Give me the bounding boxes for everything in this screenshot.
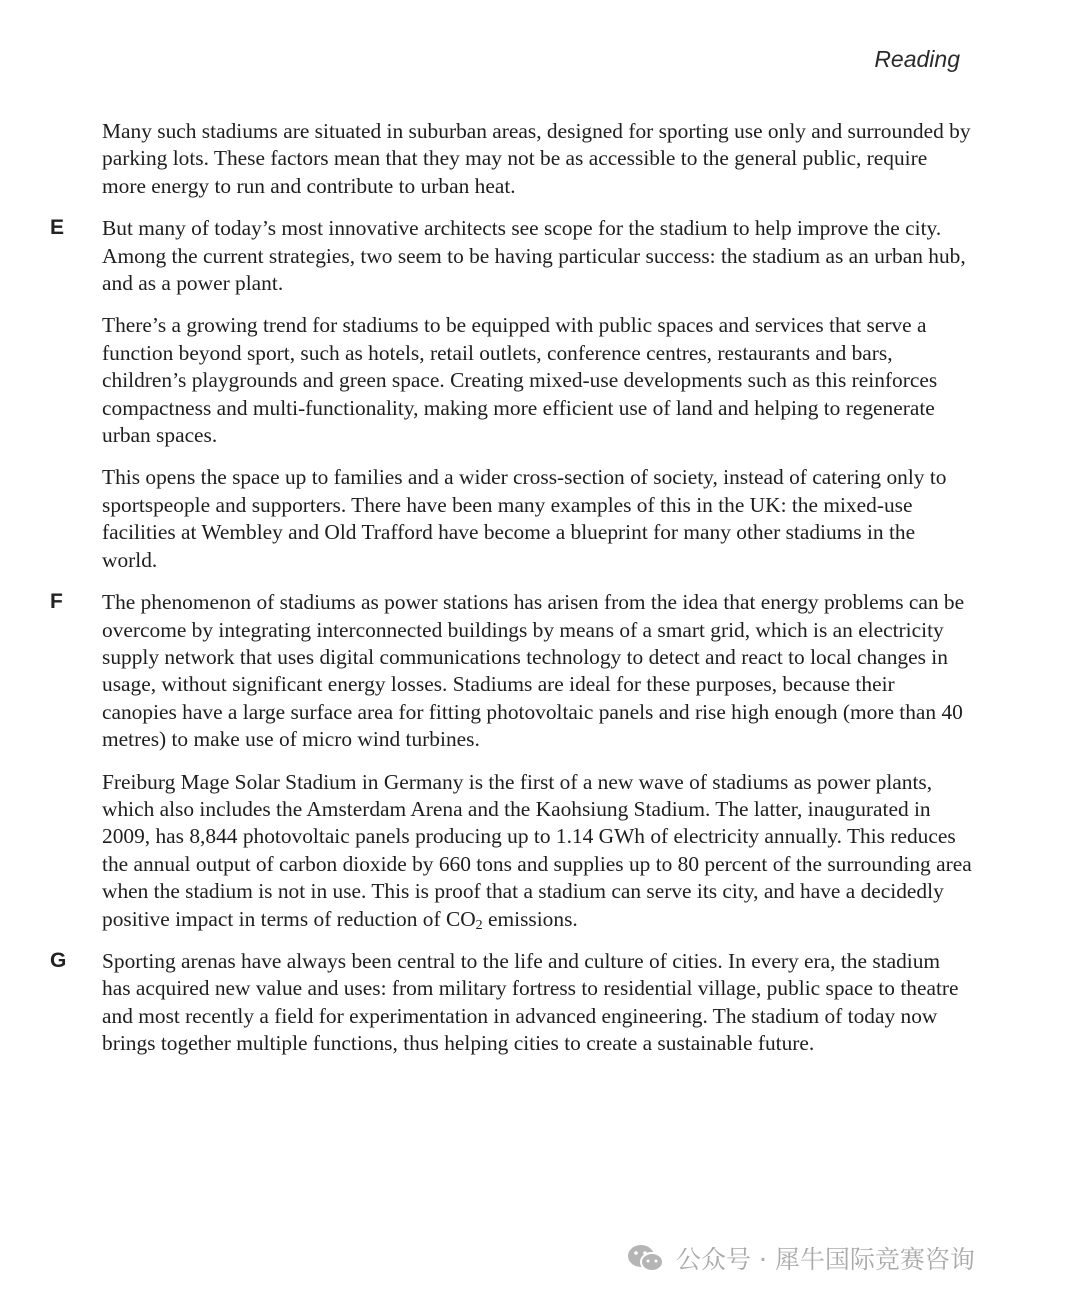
paragraph-f-2 [102,769,972,933]
reading-passage [0,118,1080,1073]
section-f [0,589,1080,933]
watermark [626,1240,975,1276]
paragraph-g-1: Sporting arenas have always been central to the life and culture of cities. In every era, the stadium has acquired new value and uses: from military fortress to residential village, public space to theatre and most recently a field for experimentation in advanced engineering. The stadium of today now brings together multiple functions, thus helping cities to create a sustainable future. [102,948,959,1056]
paragraph-d-continued: Many such stadiums are situated in suburban areas, designed for sporting use only and surrounded by parking lots. These factors mean that they may not be as accessible to the general public, require more energy to run and contribute to urban heat. [102,119,971,198]
section-e [0,215,1080,574]
section-letter-f: F [50,590,63,614]
paragraph-f-2-end: emissions. [482,906,578,931]
paragraph-e-1: But many of today’s most innovative architects see scope for the stadium to help improve the city. Among the current strategies, two seem to be having particular success: the stadium as an urban hub, and as a power plant. [102,216,966,296]
page-header-title: Reading [874,46,960,72]
section-letter-g: G [50,948,67,972]
section-d-continuation [0,118,1080,200]
paragraph-f-1: The phenomenon of stadiums as power stations has arisen from the idea that energy problems can be overcome by integrating interconnected buildings by means of a smart grid, which is an electricity supply network that uses digital communications technology to detect and react to local changes in usage, without significant energy losses. Stadiums are ideal for these purposes, because their canopies have a large surface area for fitting photovoltaic panels and rise high enough (more than 40 metres) to make use of micro wind turbines. [102,590,965,752]
section-g [0,948,1080,1058]
section-letter-e: E [50,216,65,240]
paragraph-e-3: This opens the space up to families and a wider cross-section of society, instead of catering only to sportspeople and supporters. There have been many examples of this in the UK: the mixed-use facilities at Wembley and Old Trafford have become a blueprint for many other stadiums in the world. [102,465,947,572]
watermark-text: 公众号 · 犀牛国际竞赛咨询 [676,1245,975,1274]
co2-subscript: 2 [475,917,483,933]
paragraph-f-2-main: Freiburg Mage Solar Stadium in Germany is the first of a new wave of stadiums as power plants, which also includes the Amsterdam Arena and the Kaohsiung Stadium. The latter, inaugurated in 2009, has 8,844 photovoltaic panels producing up to 1.14 GWh of electricity annually. This reduces the annual output of carbon dioxide by 660 tons and supplies up to 80 percent of the surrounding area when the stadium is not in use. This is proof that a stadium can serve its city, and have a decidedly positive impact in terms of reduction of CO [102,769,972,931]
wechat-icon [626,1243,666,1273]
paragraph-e-2: There’s a growing trend for stadiums to be equipped with public spaces and services that serve a function beyond sport, such as hotels, retail outlets, conference centres, restaurants and bars, children’s playgrounds and green space. Creating mixed-use developments such as this reinforces compactness and multi-functionality, making more efficient use of land and helping to regenerate urban spaces. [102,313,938,448]
